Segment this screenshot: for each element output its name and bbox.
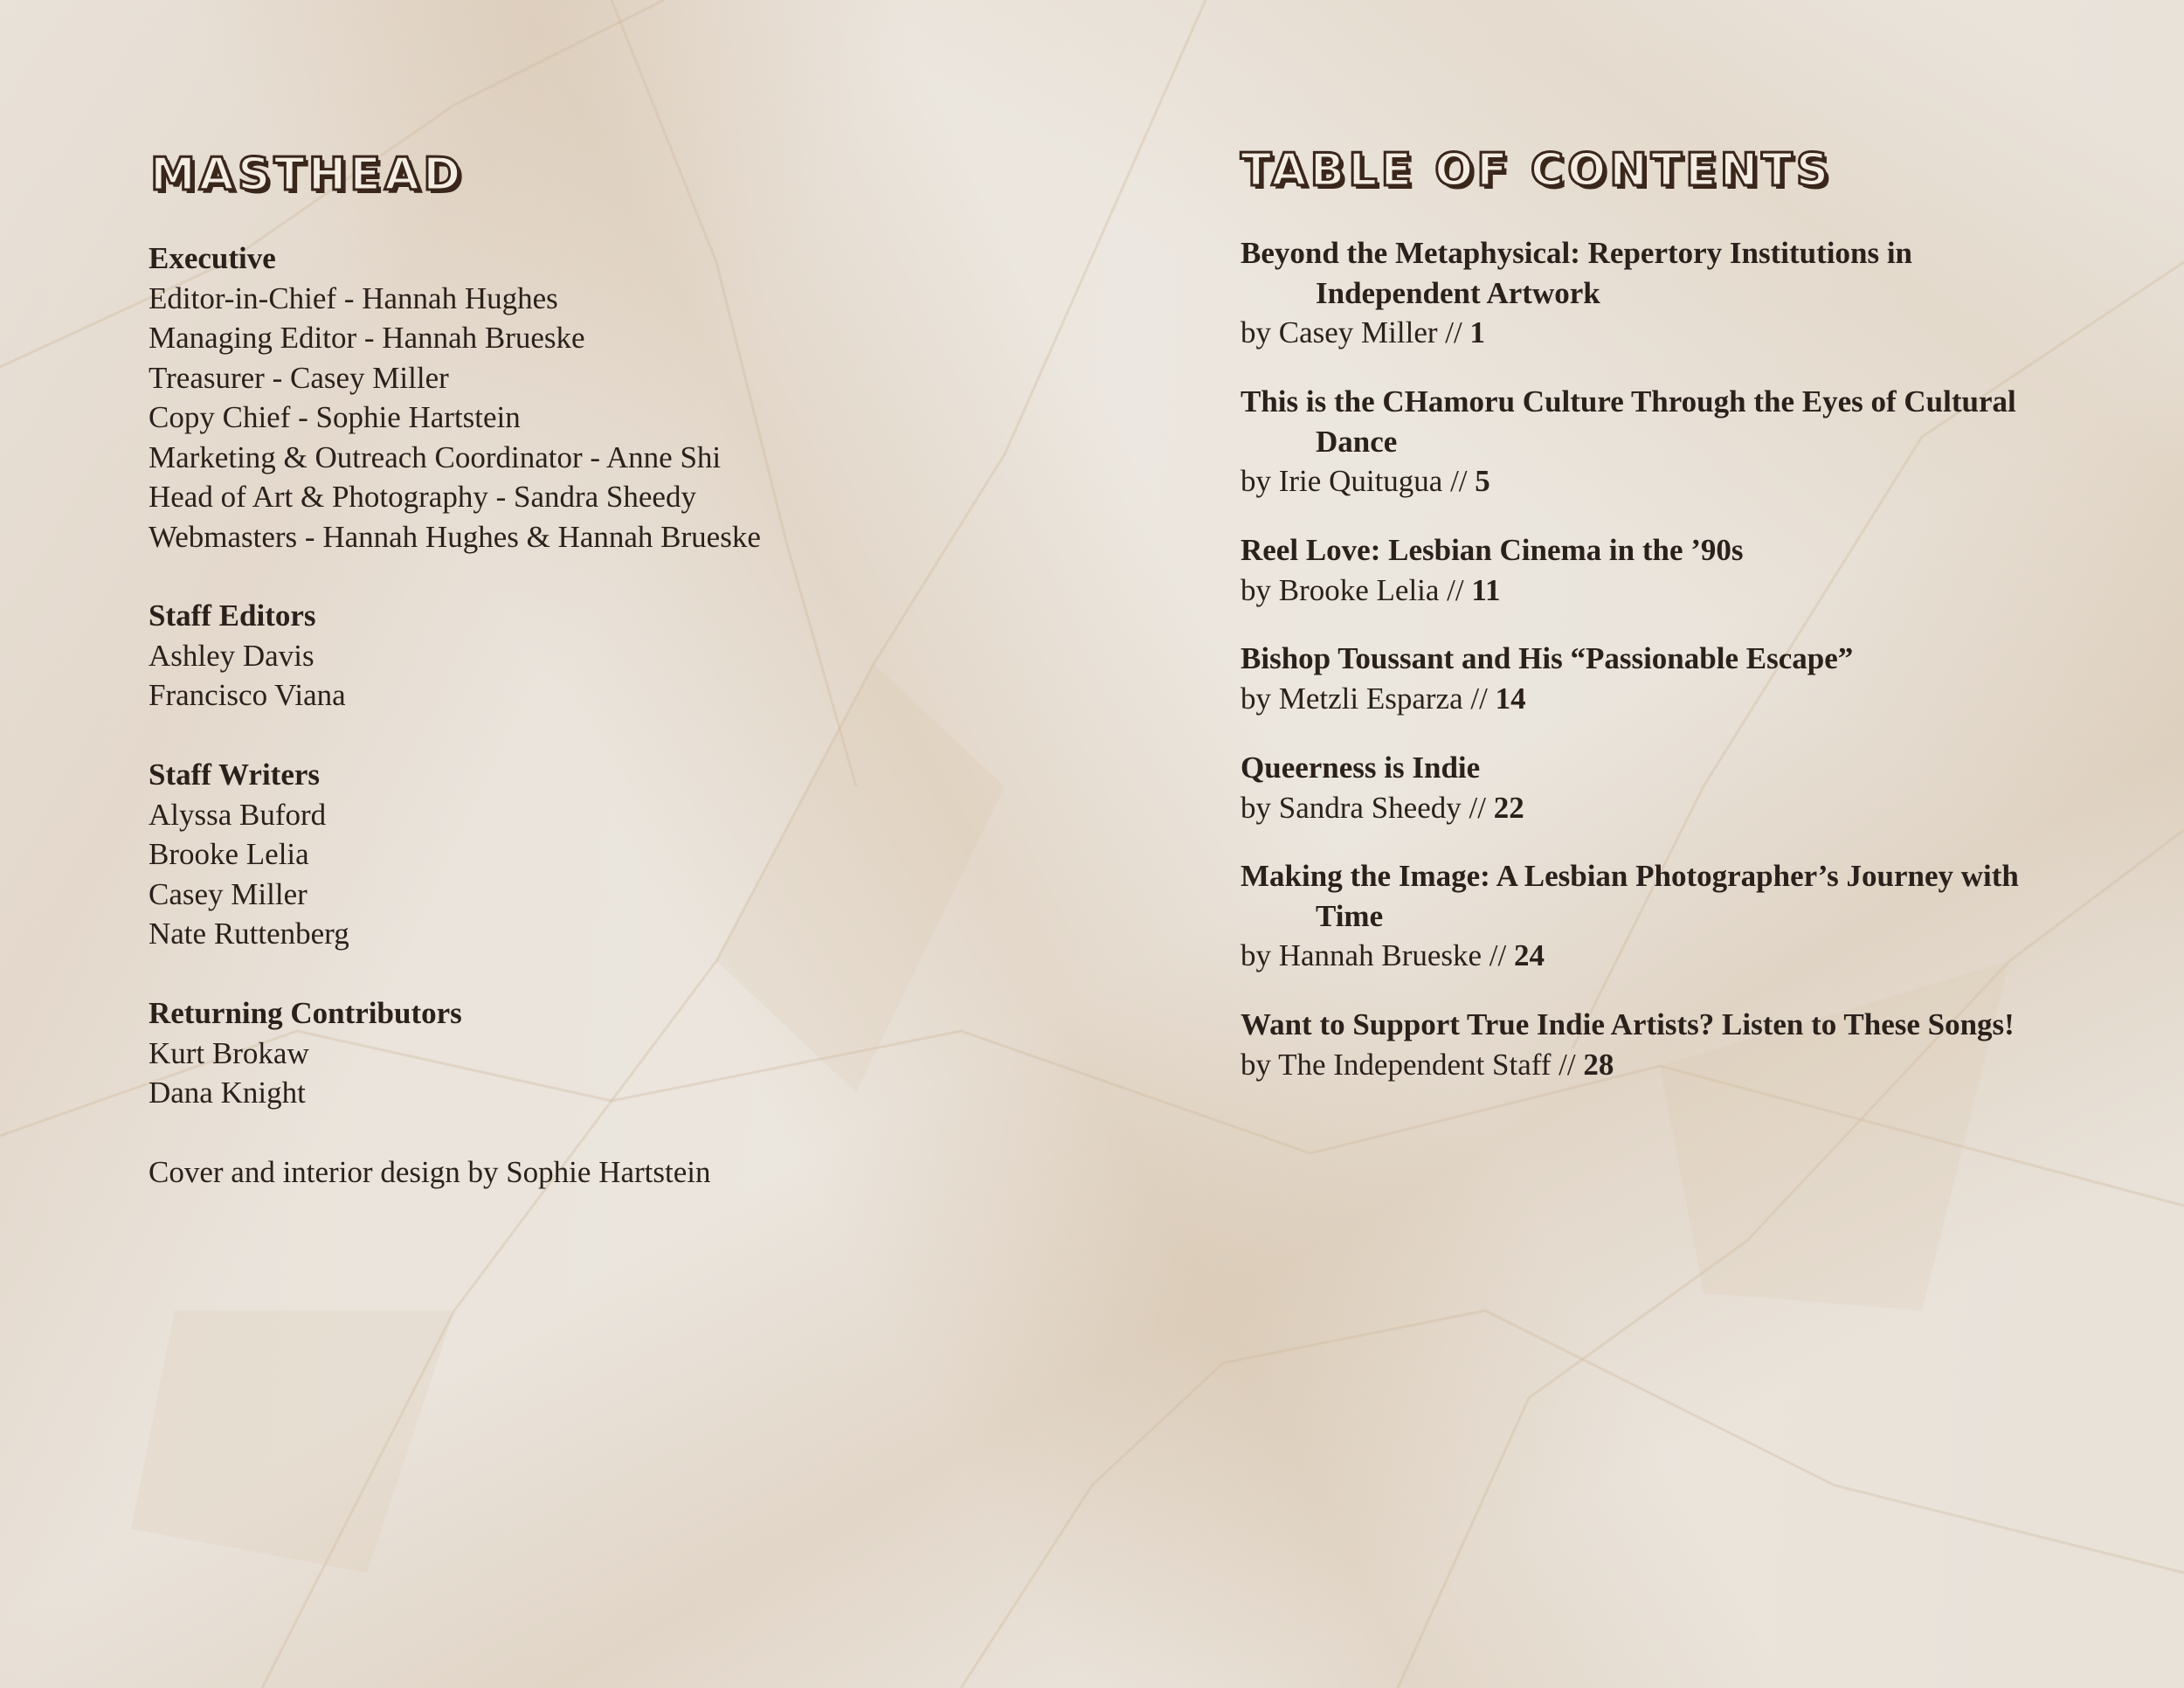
executive-line: Webmasters - Hannah Hughes & Hannah Brueske bbox=[149, 519, 761, 554]
toc-entry-byline: by The Independent Staff // bbox=[1241, 1047, 1584, 1082]
staff-writers-title: Staff Writers bbox=[149, 758, 321, 792]
toc-entry[interactable] bbox=[1241, 530, 2044, 610]
toc-entry-title: Queerness is Indie bbox=[1241, 751, 1481, 785]
staff-writer-line: Brooke Lelia bbox=[149, 837, 309, 871]
toc-entry-byline: by Metzli Esparza // bbox=[1241, 681, 1496, 716]
toc-entry-byline: by Brooke Lelia // bbox=[1241, 572, 1472, 607]
toc-entry-page: 28 bbox=[1583, 1047, 1614, 1082]
toc-entry-title: This is the CHamoru Culture Through the Eyes of Cultural Dance bbox=[1241, 384, 2016, 459]
design-credit: Cover and interior design by Sophie Hartstein bbox=[149, 1155, 711, 1189]
toc-entry-byline: by Irie Quitugua // bbox=[1241, 464, 1476, 498]
toc-entry-page: 22 bbox=[1493, 790, 1524, 825]
staff-writer-line: Casey Miller bbox=[149, 876, 308, 911]
staff-editor-line: Francisco Viana bbox=[149, 678, 346, 712]
design-credit-group bbox=[149, 1152, 710, 1193]
executive-title: Executive bbox=[149, 241, 276, 275]
toc-entry-title: Want to Support True Indie Artists? Listen to These Songs! bbox=[1241, 1007, 2015, 1041]
toc-entry-byline: by Sandra Sheedy // bbox=[1241, 790, 1494, 825]
executive-group bbox=[149, 239, 761, 557]
executive-line: Head of Art & Photography - Sandra Sheedy bbox=[149, 480, 696, 514]
staff-editors-title: Staff Editors bbox=[149, 598, 316, 633]
toc-entry[interactable] bbox=[1241, 382, 2044, 502]
contributor-line: Dana Knight bbox=[149, 1076, 306, 1110]
toc-entry[interactable] bbox=[1241, 233, 2044, 353]
toc-entry-title: Reel Love: Lesbian Cinema in the ’90s bbox=[1241, 533, 1744, 567]
staff-writers-group bbox=[149, 755, 349, 954]
toc-entry-page: 11 bbox=[1471, 572, 1501, 607]
toc-entry[interactable] bbox=[1241, 639, 2044, 718]
toc-entry-title: Making the Image: A Lesbian Photographer’s Journey with Time bbox=[1241, 859, 2019, 933]
toc-entry-byline: by Casey Miller // bbox=[1241, 315, 1470, 349]
toc-entry-byline: by Hannah Brueske // bbox=[1241, 938, 1514, 972]
executive-line: Treasurer - Casey Miller bbox=[149, 360, 449, 395]
executive-line: Copy Chief - Sophie Hartstein bbox=[149, 400, 521, 434]
toc-entry-page: 1 bbox=[1469, 315, 1485, 349]
masthead-heading: MASTHEAD bbox=[150, 149, 465, 201]
toc-entry-page: 24 bbox=[1513, 938, 1545, 972]
executive-line: Marketing & Outreach Coordinator - Anne Shi bbox=[149, 439, 722, 474]
toc-entry[interactable] bbox=[1241, 856, 2044, 976]
returning-contributors-group bbox=[149, 993, 462, 1113]
staff-editors-group bbox=[149, 596, 346, 716]
toc-entry-title: Beyond the Metaphysical: Repertory Institutions in Independent Artwork bbox=[1241, 236, 1913, 310]
staff-writer-line: Nate Ruttenberg bbox=[149, 917, 349, 951]
staff-editor-line: Ashley Davis bbox=[149, 638, 314, 673]
toc-heading: TABLE OF CONTENTS bbox=[1241, 144, 1833, 197]
toc-entry-page: 5 bbox=[1475, 464, 1490, 498]
toc-entry[interactable] bbox=[1241, 748, 2044, 827]
contributor-line: Kurt Brokaw bbox=[149, 1035, 309, 1070]
executive-line: Managing Editor - Hannah Brueske bbox=[149, 321, 585, 355]
toc-entry[interactable] bbox=[1241, 1005, 2044, 1084]
returning-contributors-title: Returning Contributors bbox=[149, 996, 462, 1030]
toc-entry-title: Bishop Toussant and His “Passionable Escape” bbox=[1241, 641, 1854, 675]
toc-entry-page: 14 bbox=[1495, 681, 1526, 716]
staff-writer-line: Alyssa Buford bbox=[149, 797, 327, 832]
executive-line: Editor-in-Chief - Hannah Hughes bbox=[149, 280, 558, 315]
